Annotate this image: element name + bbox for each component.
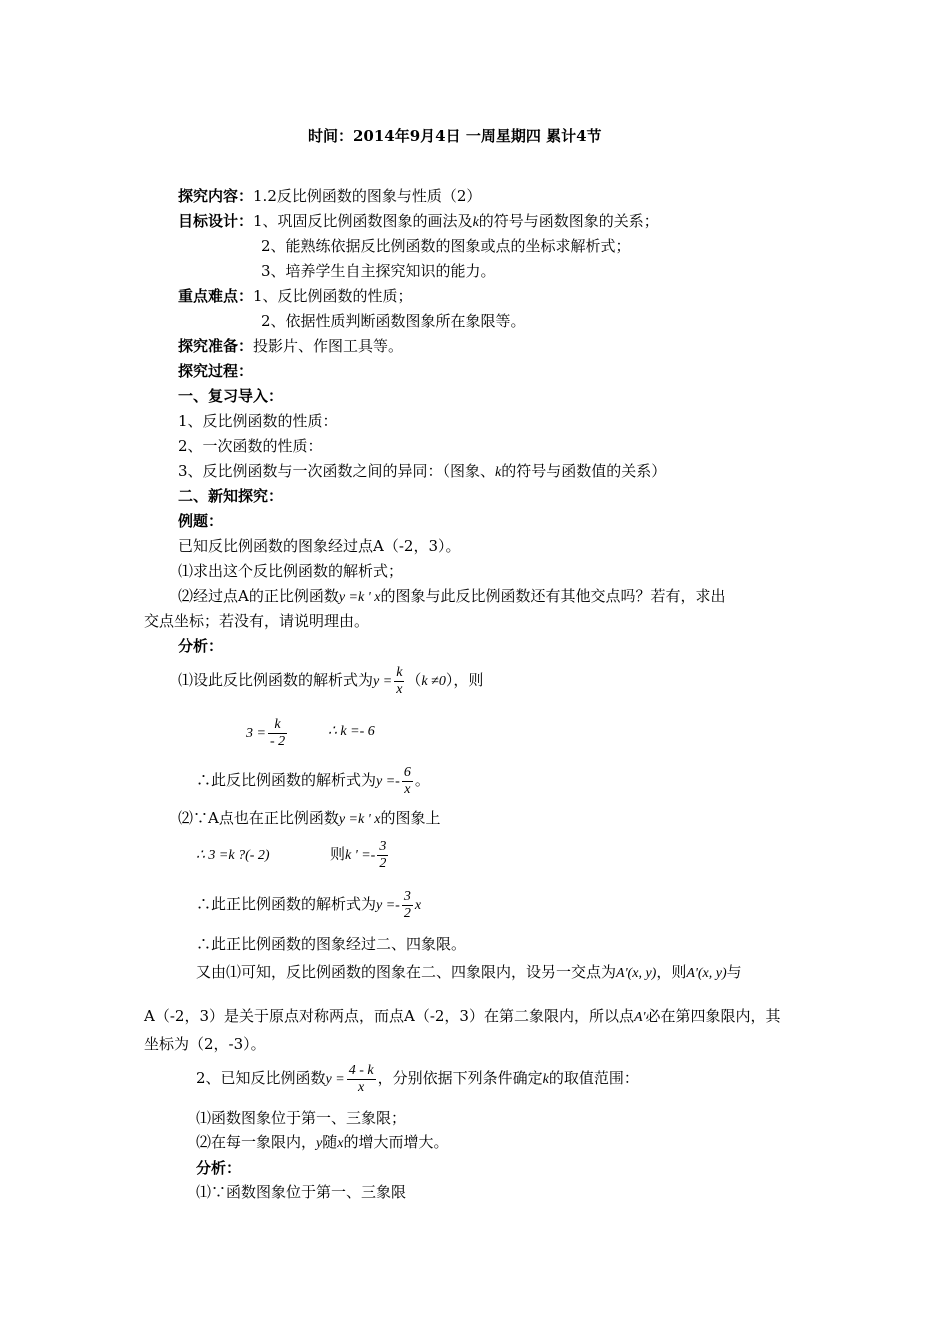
math-k: k	[472, 215, 479, 230]
equation-k-prime	[330, 836, 390, 874]
fraction-3-over-2	[402, 889, 413, 922]
content-line	[178, 186, 481, 206]
math-y-eq: y =	[325, 1072, 345, 1087]
fraction-num: 4 - k	[348, 1062, 374, 1078]
key-line-2: 2、依据性质判断函数图象所在象限等。	[261, 312, 526, 330]
a1b: （	[406, 671, 422, 689]
fraction-k-over-x	[394, 665, 404, 698]
equation-3-eq-k-over-neg2	[246, 714, 289, 752]
example-2-q2	[196, 1132, 448, 1154]
a1c: ），则	[445, 671, 484, 689]
fraction-num: k	[268, 717, 287, 734]
ex2-q2a: ⑵在每一象限内，	[196, 1133, 317, 1151]
prep-value: 投影片、作图工具等。	[253, 337, 404, 355]
goal-line-1	[178, 211, 659, 233]
review-3a: 3、反比例函数与一次函数之间的异同：（图象、	[178, 462, 496, 480]
fraction-num: 6	[403, 764, 411, 780]
a2-more-b: ，则	[656, 963, 687, 981]
review-item-2: 2、一次函数的性质：	[178, 437, 323, 455]
example-label: 例题：	[178, 512, 224, 530]
goal-1b: 的符号与函数图象的关系；	[478, 212, 659, 230]
math-x: x	[414, 898, 422, 913]
analysis-2-symmetry	[144, 1006, 781, 1028]
explore-heading: 二、新知探究：	[178, 487, 284, 505]
math-y-eq-kx: y =k ' x	[338, 812, 381, 827]
a2b: 的图象上	[380, 809, 441, 827]
key-label: 重点难点：	[178, 287, 254, 305]
ex2c: 的取值范围：	[548, 1069, 639, 1087]
a1-result-text: ∴此反比例函数的解析式为	[196, 771, 377, 789]
fraction-k-over-neg2	[268, 717, 287, 750]
a2-then: 则	[330, 845, 346, 863]
a2-more-c: 与	[726, 963, 742, 981]
fraction-den: 2	[379, 855, 387, 871]
q2b: 的图象与此反比例函数还有其他交点吗？若有，求出	[380, 587, 726, 605]
prep-line	[178, 336, 403, 356]
equation-3-eq-k-neg2	[196, 836, 270, 874]
analysis-label: 分析：	[178, 637, 224, 655]
goal-1a: 1、巩固反比例函数图象的画法及	[253, 212, 473, 230]
math-three-eq: 3 =	[246, 726, 266, 741]
math-y-eq-neg: y =-	[376, 774, 400, 789]
fraction-den: 2	[403, 905, 411, 921]
review-3b: 的符号与函数值的关系）	[501, 462, 667, 480]
math-y: y	[316, 1136, 323, 1151]
a2-sym-b: 必在第四象限内，其	[645, 1007, 781, 1025]
analysis-2-quadrant: ∴此正比例函数的图象经过二、四象限。	[196, 935, 467, 953]
example-2	[196, 1060, 639, 1098]
review-item-1: 1、反比例函数的性质：	[178, 412, 338, 430]
a2a: ⑵∵A点也在正比例函数	[178, 809, 339, 827]
page-title: 时间：2014年9月4日 一周星期四 累计4节	[308, 127, 602, 145]
analysis-2-label: 分析：	[196, 1159, 242, 1177]
a2-more-a: 又由⑴可知，反比例函数的图象在二、四象限内，设另一交点为	[196, 963, 617, 981]
fraction-den: - 2	[269, 733, 286, 749]
math-k: k	[495, 465, 502, 480]
problem-statement: 已知反比例函数的图象经过点A（-2，3）。	[178, 537, 461, 555]
math-a-prime-short: A'	[633, 1010, 646, 1025]
content-label: 探究内容：	[178, 187, 254, 205]
question-1: ⑴求出这个反比例函数的解析式；	[178, 562, 404, 580]
math-y-eq-kx: y =k ' x	[338, 590, 381, 605]
math-x: x	[337, 1136, 344, 1151]
fraction-num: k	[396, 664, 403, 680]
ex2-q2b: 随	[322, 1133, 338, 1151]
goal-line-2: 2、能熟练依据反比例函数的图象或点的坐标求解析式；	[261, 237, 631, 255]
math-k: k	[542, 1072, 549, 1087]
review-heading: 一、复习导入：	[178, 387, 284, 405]
fraction-den: x	[358, 1079, 365, 1095]
a2-sym-a: A（-2，3）是关于原点对称两点，而点A（-2，3）在第二象限内，所以点	[144, 1007, 634, 1025]
ex2b: ，分别依据下列条件确定	[377, 1069, 543, 1087]
question-2-cont: 交点坐标；若没有，请说明理由。	[144, 612, 370, 630]
review-item-3	[178, 461, 666, 483]
math-three-eq-k: ∴ 3 =k ?(- 2)	[196, 848, 270, 863]
analysis-1-result	[196, 762, 430, 800]
key-line-1	[178, 286, 413, 306]
fraction-4-minus-k-over-x	[347, 1063, 376, 1096]
fraction-num: 3	[379, 838, 387, 854]
analysis-2-coord: 坐标为（2，-3）。	[144, 1035, 266, 1053]
analysis-1	[178, 662, 483, 700]
fraction-den: x	[404, 781, 411, 797]
math-k-ne-0: k ≠0	[421, 674, 446, 689]
a2-result-text: ∴此正比例函数的解析式为	[196, 895, 377, 913]
math-y-eq-neg: y =-	[376, 898, 400, 913]
fraction-3-over-2	[377, 839, 388, 872]
period: 。	[414, 771, 430, 789]
fraction-den: x	[396, 681, 403, 697]
example-2-answer-1: ⑴∵函数图象位于第一、三象限	[196, 1183, 407, 1201]
q2a: ⑵经过点A的正比例函数	[178, 587, 339, 605]
analysis-2-result	[196, 886, 421, 924]
fraction-6-over-x	[402, 765, 413, 798]
goal-line-3: 3、培养学生自主探究知识的能力。	[261, 262, 496, 280]
process-label: 探究过程：	[178, 362, 254, 380]
example-2-q1: ⑴函数图象位于第一、三象限；	[196, 1109, 407, 1127]
content-value: 1.2反比例函数的图象与性质（2）	[253, 187, 482, 205]
analysis-2-more	[196, 962, 742, 984]
analysis-2	[178, 808, 440, 830]
math-a-prime: A'(x, y)	[616, 966, 657, 981]
fraction-num: 3	[403, 888, 411, 904]
key-1: 1、反比例函数的性质；	[253, 287, 413, 305]
math-k-prime-eq: k ' =-	[345, 848, 376, 863]
prep-label: 探究准备：	[178, 337, 254, 355]
equation-k-eq-neg6: ∴ k =- 6	[328, 724, 375, 739]
goal-label: 目标设计：	[178, 212, 254, 230]
math-y-eq: y =	[373, 674, 393, 689]
ex2a: 2、已知反比例函数	[196, 1069, 326, 1087]
a1a: ⑴设此反比例函数的解析式为	[178, 671, 374, 689]
question-2	[178, 586, 725, 608]
ex2-q2c: 的增大而增大。	[343, 1133, 449, 1151]
math-a-prime: A'(x, y)	[686, 966, 727, 981]
